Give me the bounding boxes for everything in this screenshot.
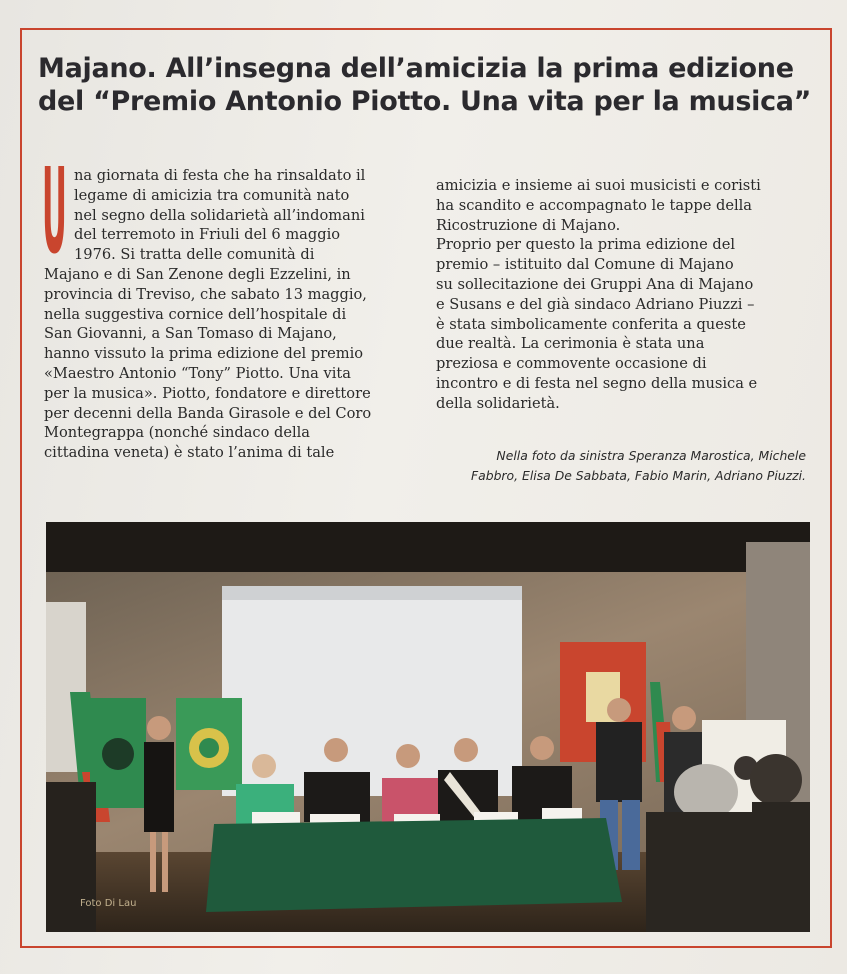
article-line: nella suggestiva cornice dell’hospitale di xyxy=(44,305,347,323)
article-line: 1976. Si tratta delle comunità di xyxy=(74,246,315,264)
photo-credit: Foto Di Lau xyxy=(80,898,137,909)
article-line: Montegrappa (nonché sindaco della xyxy=(44,424,311,442)
article-line: della solidarietà. xyxy=(436,394,560,412)
event-photo xyxy=(46,522,810,932)
article-line: cittadina veneta) è stato l’anima di tale xyxy=(44,444,335,462)
article-line: e Susans e del già sindaco Adriano Piuzzi – xyxy=(436,295,755,313)
article-line: Majano e di San Zenone degli Ezzelini, in xyxy=(44,265,351,283)
article-line: premio – istituito dal Comune di Majano xyxy=(436,256,734,274)
headline-line-2: del “Premio Antonio Piotto. Una vita per la musica” xyxy=(38,86,812,117)
article-line: na giornata di festa che ha rinsaldato il xyxy=(74,167,366,184)
green-table xyxy=(206,818,622,912)
article-line: hanno vissuto la prima edizione del premio xyxy=(44,345,364,363)
article-line: per la musica». Piotto, fondatore e direttore xyxy=(44,384,371,402)
headline-line-1: Majano. All’insegna dell’amicizia la prima edizione xyxy=(38,53,794,84)
ceremony-scene xyxy=(46,522,810,932)
drop-cap-letter: U xyxy=(42,142,67,280)
article-line: su sollecitazione dei Gruppi Ana di Majano xyxy=(436,275,754,293)
photo-caption xyxy=(440,446,806,486)
article-line: per decenni della Banda Girasole e del Coro xyxy=(44,404,372,422)
article-line: preziosa e commovente occasione di xyxy=(436,355,707,373)
article-headline xyxy=(38,52,818,118)
article-column-left xyxy=(44,166,412,463)
article-line: San Giovanni, a San Tomaso di Majano, xyxy=(44,325,337,343)
article-line: ha scandito e accompagnato le tappe della xyxy=(436,196,753,214)
article-line: Ricostruzione di Majano. xyxy=(436,216,621,234)
article-line: provincia di Treviso, che sabato 13 maggio, xyxy=(44,285,367,303)
article-line: amicizia e insieme ai suoi musicisti e coristi xyxy=(436,177,761,194)
article-line: Proprio per questo la prima edizione del xyxy=(436,236,736,254)
article-line: del terremoto in Friuli del 6 maggio xyxy=(74,226,341,244)
article-line: «Maestro Antonio “Tony” Piotto. Una vita xyxy=(44,364,351,382)
article-line: nel segno della solidarietà all’indomani xyxy=(74,206,365,224)
caption-line-2: Fabbro, Elisa De Sabbata, Fabio Marin, Adriano Piuzzi. xyxy=(470,468,806,483)
article-line: è stata simbolicamente conferita a queste xyxy=(436,315,746,333)
caption-line-1: Nella foto da sinistra Speranza Marostica, Michele xyxy=(496,448,806,463)
article-column-right xyxy=(436,176,816,414)
article-line: legame di amicizia tra comunità nato xyxy=(74,186,350,204)
article-line: incontro e di festa nel segno della musica e xyxy=(436,374,758,392)
article-line: due realtà. La cerimonia è stata una xyxy=(436,335,705,353)
